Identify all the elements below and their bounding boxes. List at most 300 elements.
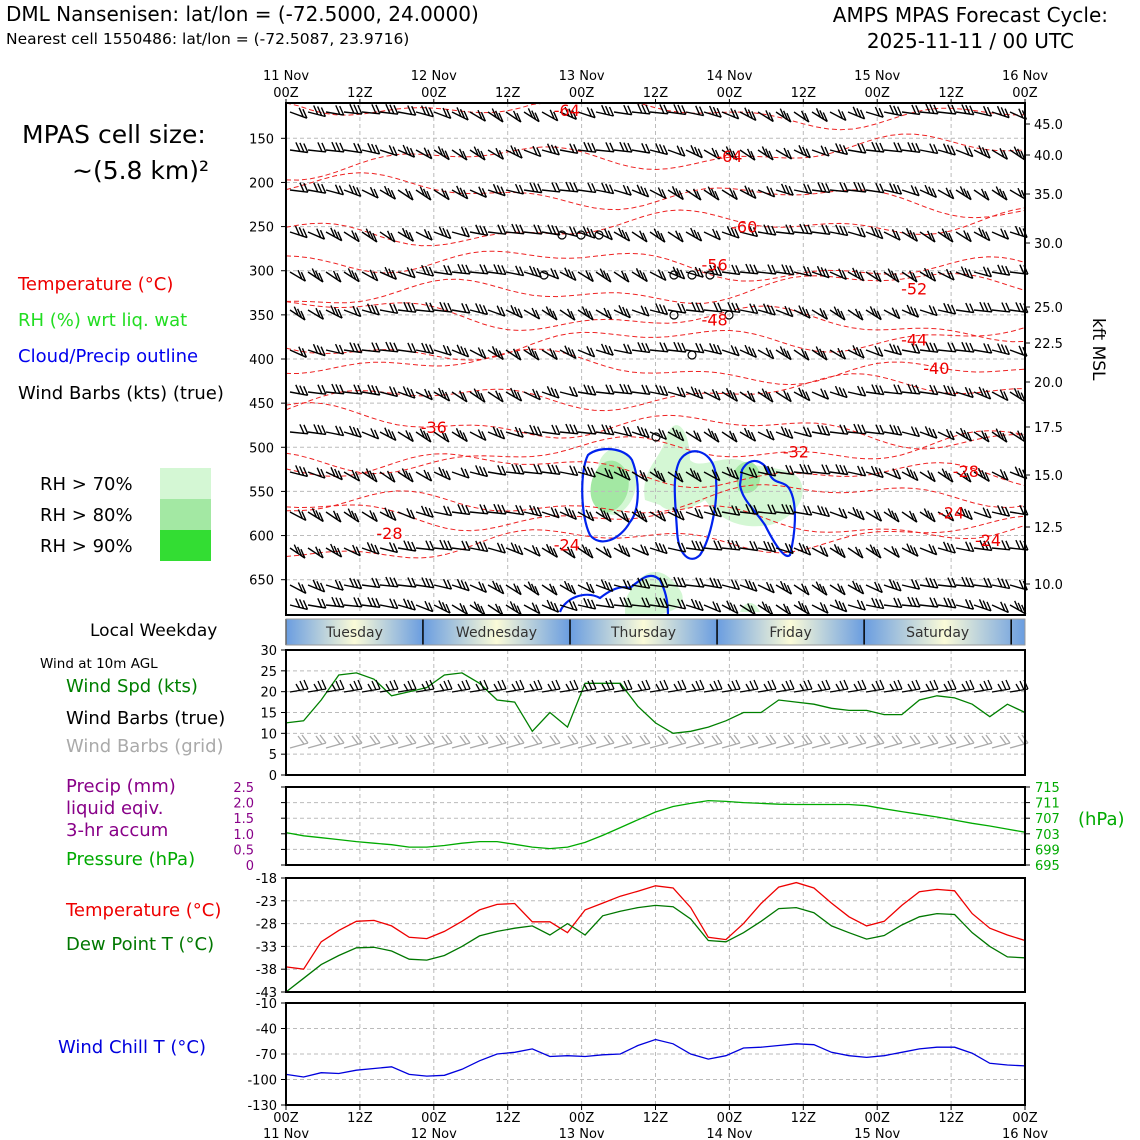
wind-barb bbox=[398, 578, 416, 588]
top-hour-label: 12Z bbox=[790, 86, 817, 101]
wind-barb bbox=[758, 304, 775, 315]
bottom-hour-label: 12Z bbox=[347, 1111, 373, 1126]
wind-barb bbox=[290, 583, 306, 594]
temperature-contour-label: -24 bbox=[553, 535, 580, 555]
wind-barb bbox=[560, 466, 578, 476]
weekday-name: Saturday bbox=[906, 625, 970, 641]
grid-wind-barb bbox=[326, 735, 344, 748]
surface-wind-barb bbox=[704, 680, 722, 692]
wind-barb bbox=[344, 509, 359, 523]
surface-wind-barb bbox=[992, 680, 1010, 692]
top-hour-label: 12Z bbox=[347, 86, 373, 101]
wind-barb bbox=[830, 425, 848, 435]
wind-barb bbox=[776, 581, 792, 594]
wind-barb bbox=[380, 386, 398, 396]
wind-barb bbox=[470, 430, 486, 441]
wind-barb bbox=[452, 303, 470, 313]
wind-barb bbox=[452, 149, 467, 160]
grid-wind-barb bbox=[848, 735, 866, 748]
wind-barb bbox=[416, 470, 432, 481]
pressure-tick-label: 550 bbox=[249, 485, 274, 501]
value-tick-label: 0 bbox=[268, 769, 277, 784]
grid-wind-barb bbox=[686, 735, 704, 748]
wind-barb bbox=[416, 389, 432, 400]
wind-barb bbox=[974, 189, 989, 200]
wind-barb bbox=[974, 302, 992, 312]
wind-barb bbox=[974, 267, 991, 277]
wind-barb bbox=[938, 342, 956, 351]
wind-barb bbox=[452, 579, 469, 591]
wind-barb bbox=[452, 264, 470, 274]
bottom-hour-label: 12Z bbox=[494, 1111, 521, 1126]
wind-barb bbox=[596, 308, 612, 319]
grid-wind-barb bbox=[614, 735, 632, 748]
wind-barb bbox=[866, 385, 884, 395]
wind-barb bbox=[632, 185, 649, 197]
top-hour-label: 00Z bbox=[273, 86, 299, 101]
grid-wind-barb bbox=[308, 735, 326, 748]
wind-barb bbox=[560, 581, 576, 594]
wind-barb bbox=[614, 185, 631, 195]
top-hour-label: 00Z bbox=[568, 86, 595, 101]
wind-barb bbox=[542, 183, 560, 192]
wind-barb bbox=[290, 270, 305, 281]
grid-wind-barb bbox=[380, 735, 398, 748]
wind-barb bbox=[866, 142, 884, 152]
temperature-contour-label: -24 bbox=[974, 530, 1002, 550]
wind-barb bbox=[722, 345, 739, 355]
wind-barb bbox=[902, 142, 920, 152]
wind-barb bbox=[398, 430, 413, 441]
grid-wind-barb bbox=[776, 735, 794, 748]
wind-barb bbox=[380, 231, 395, 242]
wind-barb bbox=[668, 542, 686, 552]
legend-wind-chill: Wind Chill T (°C) bbox=[58, 1037, 206, 1058]
wind-barb bbox=[650, 143, 668, 154]
wind-barb bbox=[560, 507, 576, 519]
wind-barb bbox=[956, 231, 971, 242]
wind-barb bbox=[758, 186, 775, 197]
wind-barb bbox=[776, 604, 791, 615]
wind-barb bbox=[398, 386, 415, 398]
bottom-date-label: 13 Nov bbox=[558, 1127, 605, 1140]
value-tick-label: -130 bbox=[247, 1099, 277, 1114]
bottom-hour-label: 12Z bbox=[642, 1111, 669, 1126]
wind-barb bbox=[416, 601, 433, 612]
surface-wind-barb bbox=[560, 680, 578, 692]
wind-barb bbox=[812, 506, 829, 517]
wind-barb bbox=[956, 303, 974, 313]
grid-wind-barb bbox=[488, 735, 506, 748]
wind-barb bbox=[542, 507, 559, 517]
wind-barb bbox=[560, 424, 578, 434]
wind-barb bbox=[578, 107, 595, 117]
height-tick-label: 22.5 bbox=[1034, 337, 1063, 352]
wind-barb bbox=[884, 344, 901, 355]
wind-barb bbox=[776, 109, 791, 123]
forecast-cycle-date: 2025-11-11 / 00 UTC bbox=[866, 29, 1074, 53]
wind-barb bbox=[686, 431, 701, 442]
wind-barb bbox=[740, 304, 758, 314]
wind-barb bbox=[470, 465, 488, 476]
wind-barb bbox=[578, 142, 596, 152]
wind-barb bbox=[398, 267, 415, 277]
wind-barb bbox=[632, 342, 650, 352]
wind-barb bbox=[938, 542, 955, 553]
wind-barb bbox=[956, 105, 974, 115]
bottom-date-label: 16 Nov bbox=[1001, 1127, 1049, 1140]
wind-barb bbox=[524, 347, 539, 361]
wind-barb bbox=[290, 598, 308, 609]
weekday-name: Thursday bbox=[610, 625, 677, 641]
surface-wind-barb bbox=[380, 680, 398, 692]
wind-barb bbox=[524, 266, 541, 277]
wind-barb bbox=[308, 385, 326, 395]
wind-barb bbox=[506, 601, 521, 614]
wind-barb bbox=[488, 543, 505, 553]
wind-barb bbox=[614, 228, 630, 241]
nearest-cell-subtitle: Nearest cell 1550486: lat/lon = (-72.5087, 23.9716) bbox=[6, 30, 410, 48]
wind-barb bbox=[362, 187, 378, 198]
wind-barb bbox=[812, 465, 830, 474]
wind-barb bbox=[686, 228, 702, 241]
grid-wind-barb bbox=[506, 735, 524, 748]
wind-barb bbox=[416, 506, 433, 517]
pressure-tick-label: 450 bbox=[249, 397, 274, 413]
wind-barb bbox=[380, 342, 398, 352]
grid-wind-barb bbox=[524, 735, 542, 748]
wind-barb bbox=[290, 545, 305, 559]
wind-barb bbox=[434, 388, 450, 401]
wind-barb bbox=[740, 428, 756, 441]
precip-tick-label: 1.5 bbox=[233, 812, 254, 828]
wind-barb bbox=[290, 108, 307, 118]
weekday-name: Tuesday bbox=[325, 625, 383, 641]
wind-barb bbox=[884, 183, 902, 194]
wind-barb bbox=[290, 307, 305, 320]
wind-barb bbox=[938, 429, 954, 440]
grid-wind-barb bbox=[938, 735, 956, 748]
wind-barb bbox=[848, 581, 864, 594]
wind-barb bbox=[812, 108, 827, 121]
wind-barb bbox=[488, 184, 505, 196]
surface-wind-barb bbox=[650, 680, 668, 692]
wind-barb bbox=[596, 142, 614, 151]
height-tick-label: 12.5 bbox=[1034, 521, 1063, 536]
grid-wind-barb bbox=[632, 735, 650, 748]
wind-barb bbox=[416, 578, 434, 588]
wind-barb bbox=[380, 104, 398, 114]
wind-barb bbox=[776, 346, 791, 359]
wind-barb bbox=[308, 424, 326, 434]
bottom-hour-label: 00Z bbox=[568, 1111, 595, 1126]
value-tick-label: -100 bbox=[247, 1073, 277, 1089]
wind-barb bbox=[974, 431, 989, 442]
wind-barb bbox=[362, 428, 379, 439]
bottom-date-label: 14 Nov bbox=[706, 1127, 753, 1140]
wind-barb bbox=[542, 307, 557, 320]
wind-barb bbox=[380, 428, 396, 441]
wind-barb bbox=[902, 544, 918, 557]
surface-wind-barb bbox=[668, 680, 686, 692]
wind-barb bbox=[632, 231, 647, 242]
wind-barb bbox=[830, 110, 846, 121]
wind-barb bbox=[992, 390, 1008, 401]
wind-barb bbox=[632, 385, 650, 395]
wind-barb bbox=[308, 142, 326, 152]
wind-barb bbox=[452, 603, 467, 614]
wind-barb bbox=[758, 602, 773, 616]
legend-wind-barbs-true: Wind Barbs (true) bbox=[66, 708, 226, 729]
wind-barb bbox=[920, 509, 935, 522]
surface-wind-barb bbox=[866, 680, 884, 692]
wind-barb bbox=[974, 599, 991, 611]
wind-barb bbox=[290, 226, 307, 238]
value-tick-label: -38 bbox=[255, 963, 277, 979]
grid-wind-barb bbox=[344, 735, 362, 748]
wind-barb bbox=[344, 545, 360, 556]
wind-barb bbox=[902, 105, 920, 115]
wind-barb bbox=[812, 347, 827, 361]
wind-barb bbox=[578, 307, 593, 320]
wind-barb bbox=[452, 345, 469, 357]
wind-barb bbox=[1010, 601, 1026, 614]
top-hour-label: 12Z bbox=[494, 86, 521, 101]
wind-barb bbox=[686, 578, 704, 588]
kft-axis-label: kft MSL bbox=[1088, 318, 1108, 381]
wind-barb bbox=[956, 599, 974, 609]
wind-barb bbox=[740, 391, 755, 402]
wind-barb bbox=[524, 582, 539, 596]
pressure-tick-label: 300 bbox=[249, 264, 274, 280]
wind-barb bbox=[614, 271, 629, 282]
height-tick-label: 10.0 bbox=[1034, 578, 1063, 593]
wind-barb bbox=[920, 104, 938, 114]
grid-wind-barb bbox=[560, 735, 578, 748]
wind-barb bbox=[740, 264, 758, 274]
grid-wind-barb bbox=[974, 735, 992, 748]
grid-wind-barb bbox=[884, 735, 902, 748]
wind-barb bbox=[794, 145, 810, 157]
wind-barb bbox=[542, 425, 560, 435]
height-tick-label: 20.0 bbox=[1034, 376, 1063, 391]
wind-barb bbox=[524, 505, 542, 516]
wind-barb bbox=[1010, 109, 1026, 120]
wind-barb bbox=[650, 385, 668, 396]
wind-barb bbox=[740, 345, 756, 357]
wind-barb bbox=[434, 579, 452, 589]
legend-rh: RH (%) wrt liq. wat bbox=[18, 310, 188, 331]
pressure-tick-label: 400 bbox=[249, 353, 274, 368]
wind-barb bbox=[578, 598, 596, 609]
temperature-contour-label: -48 bbox=[701, 310, 728, 330]
wind-barb bbox=[506, 464, 524, 474]
wind-barb bbox=[920, 185, 936, 197]
wind-barb bbox=[308, 229, 325, 240]
wind-barb bbox=[542, 386, 559, 398]
bottom-date-label: 12 Nov bbox=[410, 1127, 457, 1140]
wind-barb bbox=[362, 597, 380, 607]
wind-barb bbox=[848, 600, 865, 610]
grid-wind-barb bbox=[902, 735, 920, 748]
wind-barb bbox=[758, 110, 773, 121]
wind-barb bbox=[290, 424, 308, 433]
wind-barb bbox=[308, 308, 323, 319]
top-hour-label: 00Z bbox=[864, 86, 890, 101]
bottom-hour-label: 12Z bbox=[938, 1111, 964, 1126]
surface-wind-barbs bbox=[290, 680, 1028, 692]
wind-barb bbox=[362, 469, 377, 482]
wind-barb bbox=[848, 466, 866, 476]
wind-barb bbox=[650, 542, 667, 553]
legend-rh90-label: RH > 90% bbox=[40, 536, 133, 557]
pressure-tick-label: 600 bbox=[249, 529, 274, 545]
wind-barb bbox=[650, 229, 665, 243]
wind-barb bbox=[776, 543, 793, 553]
wind-barb bbox=[416, 229, 432, 240]
wind-barb bbox=[812, 582, 827, 596]
wind-barb bbox=[956, 267, 973, 279]
surface-wind-barb bbox=[542, 680, 560, 692]
wind-barb bbox=[344, 597, 362, 606]
wind-barb bbox=[956, 542, 974, 552]
surface-wind-barb bbox=[506, 680, 524, 692]
wind-barb bbox=[488, 465, 506, 475]
wind-barb bbox=[794, 427, 811, 437]
wind-barb bbox=[506, 543, 523, 555]
temperature-contour-label: -28 bbox=[376, 523, 403, 543]
wind-barb bbox=[758, 541, 776, 552]
wind-barb bbox=[470, 504, 488, 513]
height-tick-label: 40.0 bbox=[1034, 149, 1063, 164]
legend-temperature: Temperature (°C) bbox=[18, 274, 174, 295]
grid-wind-barb bbox=[290, 735, 308, 748]
bottom-date-label: 15 Nov bbox=[854, 1127, 901, 1140]
wind-barb bbox=[308, 344, 325, 356]
legend-temperature-series: Temperature (°C) bbox=[66, 900, 222, 921]
grid-wind-barb bbox=[416, 735, 434, 748]
wind-barb bbox=[758, 265, 776, 275]
wind-barb bbox=[326, 544, 342, 557]
surface-wind-barb bbox=[308, 680, 326, 692]
wind-barb bbox=[434, 345, 451, 355]
wind-barb bbox=[398, 302, 416, 312]
surface-wind-barb bbox=[920, 680, 938, 692]
wind-barb bbox=[434, 146, 449, 159]
wind-barb bbox=[704, 389, 720, 400]
wind-barb bbox=[398, 145, 415, 157]
grid-wind-barb bbox=[740, 735, 758, 748]
wind-barb bbox=[668, 342, 686, 352]
wind-barb bbox=[974, 387, 991, 399]
surface-wind-barb bbox=[686, 680, 704, 692]
wind-barb bbox=[596, 344, 613, 355]
wind-barb bbox=[902, 228, 917, 241]
wind-barb bbox=[956, 146, 973, 157]
wind-barb bbox=[776, 265, 794, 275]
value-tick-label: -33 bbox=[255, 940, 277, 956]
wind-barb bbox=[614, 426, 632, 436]
top-hour-label: 12Z bbox=[642, 86, 669, 101]
cell-size-value: ~(5.8 km)² bbox=[72, 156, 210, 185]
precip-tick-label: 2.0 bbox=[233, 796, 254, 812]
wind-barb bbox=[866, 306, 881, 319]
wind-barb bbox=[902, 384, 920, 394]
value-tick-label: 25 bbox=[260, 664, 277, 680]
wind-barb bbox=[434, 467, 450, 479]
wind-barb bbox=[416, 265, 434, 276]
surface-wind-barb bbox=[740, 680, 758, 692]
value-tick-label: -70 bbox=[255, 1048, 277, 1063]
weekday-name: Friday bbox=[769, 625, 812, 641]
wind-barb bbox=[866, 582, 882, 593]
legend-wind-barbs-grid: Wind Barbs (grid) bbox=[66, 736, 224, 757]
surface-wind-barb bbox=[524, 680, 542, 692]
wind-barb bbox=[398, 106, 416, 116]
top-date-label: 13 Nov bbox=[558, 69, 605, 84]
legend-rh80-label: RH > 80% bbox=[40, 505, 133, 526]
wind-barb bbox=[344, 385, 362, 395]
wind-barb bbox=[902, 511, 917, 522]
wind-barb bbox=[362, 343, 380, 352]
surface-wind-barb bbox=[758, 680, 776, 692]
bottom-hour-label: 00Z bbox=[273, 1111, 299, 1126]
top-hour-label: 00Z bbox=[716, 86, 743, 101]
wind-barb bbox=[686, 541, 704, 551]
precip-tick-label: 0.5 bbox=[233, 843, 254, 859]
wind-barb bbox=[326, 426, 344, 436]
wind-barb bbox=[794, 306, 810, 319]
wind-barb bbox=[380, 508, 396, 521]
value-tick-label: 30 bbox=[260, 644, 277, 659]
grid-wind-barb bbox=[758, 735, 776, 748]
wind-barb bbox=[596, 547, 611, 558]
wind-barb bbox=[524, 108, 539, 121]
pressure-right-tick-label: 699 bbox=[1035, 843, 1060, 859]
bottom-hour-label: 00Z bbox=[1012, 1111, 1038, 1126]
wind-barb bbox=[812, 146, 829, 156]
wind-barb bbox=[776, 427, 793, 439]
wind-barb bbox=[866, 346, 883, 356]
value-tick-label: -40 bbox=[255, 1022, 277, 1038]
wind-barb bbox=[938, 385, 956, 396]
wind-barb bbox=[848, 143, 866, 153]
pressure-unit-label: (hPa) bbox=[1078, 809, 1125, 830]
wind-barb bbox=[416, 302, 434, 311]
wind-barb bbox=[686, 145, 702, 157]
wind-barb bbox=[506, 427, 523, 437]
height-tick-label: 30.0 bbox=[1034, 237, 1063, 252]
grid-wind-barb bbox=[542, 735, 560, 748]
wind-barb bbox=[884, 546, 899, 557]
wind-barb bbox=[380, 145, 397, 155]
wind-barb bbox=[830, 386, 847, 397]
bottom-date-label: 11 Nov bbox=[262, 1127, 310, 1140]
wind-barb bbox=[704, 602, 721, 613]
wind-barb bbox=[362, 304, 379, 315]
wind-barb bbox=[650, 342, 668, 351]
pressure-right-tick-label: 711 bbox=[1035, 796, 1060, 812]
wind-barb bbox=[614, 384, 632, 394]
wind-barb bbox=[614, 344, 632, 354]
wind-barb bbox=[794, 111, 809, 122]
wind-barb bbox=[398, 343, 416, 353]
wind-barb bbox=[542, 144, 559, 155]
wind-barb bbox=[488, 391, 503, 402]
wind-barb bbox=[992, 187, 1007, 201]
wind-barb bbox=[794, 388, 810, 401]
wind-barb bbox=[992, 344, 1009, 355]
